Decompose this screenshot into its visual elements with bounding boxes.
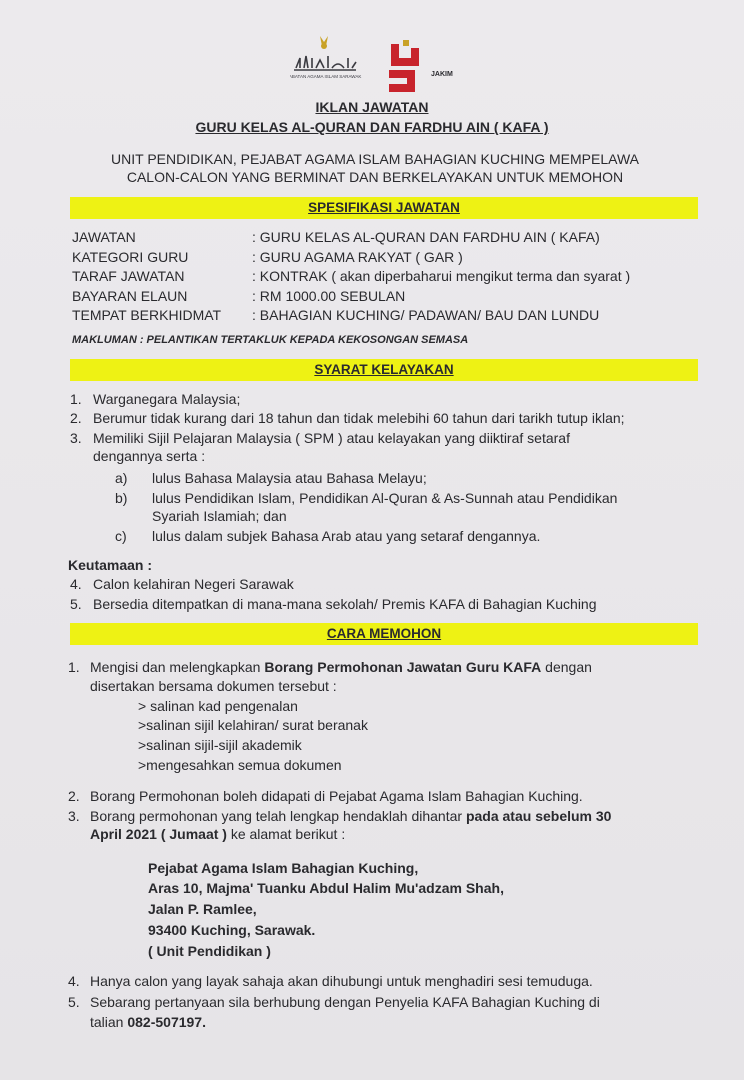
spec-row	[72, 227, 600, 247]
spec-label: TEMPAT BERKHIDMAT	[72, 307, 222, 323]
address-line: Aras 10, Majma' Tuanku Abdul Halim Mu'adzam Shah,	[148, 880, 504, 896]
jakim-logo-text: JAKIM	[431, 71, 453, 78]
deadline-highlight: pada atau sebelum 30	[465, 808, 612, 824]
syarat-text: Berumur tidak kurang dari 18 tahun dan tidak melebihi 60 tahun dari tarikh tutup iklan;	[93, 410, 625, 426]
cara-num: 1.	[68, 659, 80, 675]
spec-label: KATEGORI GURU	[72, 249, 189, 265]
keutamaan-num: 4.	[70, 576, 82, 592]
cara-item-2: Borang Permohonan boleh didapati di Pejabat Agama Islam Bahagian Kuching.	[90, 788, 583, 804]
phone-number: 082-507197.	[127, 1014, 206, 1030]
spec-row	[72, 305, 599, 325]
cara-num: 2.	[68, 788, 80, 804]
address-line: 93400 Kuching, Sarawak.	[148, 922, 316, 938]
cara-item-3-tail: ke alamat berikut :	[226, 826, 346, 842]
address-line: Pejabat Agama Islam Bahagian Kuching,	[148, 860, 419, 876]
cara-item-3	[90, 808, 611, 825]
doc-item: >salinan sijil-sijil akademik	[138, 737, 302, 753]
deadline-date: April 2021 ( Jumaat )	[90, 826, 227, 842]
cara-item-3-text: Borang permohonan yang telah lengkap hendaklah dihantar	[90, 808, 466, 824]
section-syarat	[70, 359, 698, 381]
doc-item: > salinan kad pengenalan	[138, 698, 298, 714]
spec-row	[72, 286, 405, 306]
intro-line: CALON-CALON YANG BERMINAT DAN BERKELAYAKAN UNTUK MEMOHON	[126, 169, 624, 185]
sub-text: lulus Bahasa Malaysia atau Bahasa Melayu;	[152, 470, 427, 486]
ad-subtitle: GURU KELAS AL-QURAN DAN FARDHU AIN ( KAFA )	[195, 119, 549, 135]
spec-label: JAWATAN	[72, 229, 136, 245]
keutamaan-label: Keutamaan :	[68, 557, 153, 573]
sub-text: lulus dalam subjek Bahasa Arab atau yang setaraf dengannya.	[152, 528, 541, 544]
syarat-text-cont: dengannya serta :	[93, 448, 206, 464]
keutamaan-text: Bersedia ditempatkan di mana-mana sekolah/ Premis KAFA di Bahagian Kuching	[93, 596, 597, 612]
spec-value: : GURU AGAMA RAKYAT ( GAR )	[252, 249, 463, 265]
section-title: SPESIFIKASI JAWATAN	[308, 200, 460, 215]
intro-line: UNIT PENDIDIKAN, PEJABAT AGAMA ISLAM BAHAGIAN KUCHING MEMPELAWA	[111, 151, 639, 167]
keutamaan-num: 5.	[70, 596, 82, 612]
section-title: CARA MEMOHON	[326, 626, 442, 641]
section-spesifikasi	[70, 197, 698, 219]
doc-item: >salinan sijil kelahiran/ surat beranak	[138, 717, 368, 733]
spec-value: : KONTRAK ( akan diperbaharui mengikut terma dan syarat )	[252, 268, 631, 284]
syarat-num: 1.	[70, 391, 82, 407]
cara-num: 3.	[68, 808, 80, 824]
syarat-text: Warganegara Malaysia;	[93, 391, 241, 407]
syarat-text: Memiliki Sijil Pelajaran Malaysia ( SPM ) atau kelayakan yang diiktiraf setaraf	[93, 430, 570, 446]
sub-text: lulus Pendidikan Islam, Pendidikan Al-Quran & As-Sunnah atau Pendidikan	[152, 490, 618, 506]
syarat-num: 3.	[70, 430, 82, 446]
doc-item: >mengesahkan semua dokumen	[138, 757, 342, 773]
jakim-logo	[385, 38, 455, 94]
sub-letter: a)	[115, 470, 128, 486]
syarat-num: 2.	[70, 410, 82, 426]
jais-logo-caption: JABATAN AGAMA ISLAM SARAWAK	[290, 74, 362, 79]
spec-row	[72, 266, 630, 286]
section-title: SYARAT KELAYAKAN	[314, 362, 454, 377]
ad-title: IKLAN JAWATAN	[315, 99, 429, 115]
cara-item-1	[90, 659, 592, 676]
spec-value: : BAHAGIAN KUCHING/ PADAWAN/ BAU DAN LUNDU	[252, 307, 600, 323]
spec-label: BAYARAN ELAUN	[72, 288, 188, 304]
spec-label: TARAF JAWATAN	[72, 268, 185, 284]
section-cara	[70, 623, 698, 645]
cara-num: 4.	[68, 973, 80, 989]
spec-value: : GURU KELAS AL-QURAN DAN FARDHU AIN ( KAFA)	[252, 229, 600, 245]
cara-item-4: Hanya calon yang layak sahaja akan dihubungi untuk menghadiri sesi temuduga.	[90, 973, 593, 989]
sub-text-cont: Syariah Islamiah; dan	[152, 508, 287, 524]
makluman-note: MAKLUMAN : PELANTIKAN TERTAKLUK KEPADA KEKOSONGAN SEMASA	[72, 334, 469, 346]
cara-item-5: Sebarang pertanyaan sila berhubung dengan Penyelia KAFA Bahagian Kuching di	[90, 994, 600, 1010]
sub-letter: c)	[115, 528, 127, 544]
cara-item-1-tail: dengan	[541, 659, 592, 675]
sub-letter: b)	[115, 490, 128, 506]
intro-text	[60, 150, 690, 186]
address-line: ( Unit Pendidikan )	[148, 943, 271, 959]
keutamaan-text: Calon kelahiran Negeri Sarawak	[93, 576, 294, 592]
cara-item-1-text: Mengisi dan melengkapkan	[90, 659, 265, 675]
borang-highlight: Borang Permohonan Jawatan Guru KAFA	[264, 659, 542, 675]
address-line: Jalan P. Ramlee,	[148, 901, 257, 917]
cara-num: 5.	[68, 994, 80, 1010]
cara-item-1-cont: disertakan bersama dokumen tersebut :	[90, 678, 337, 694]
cara-item-5-text: talian	[90, 1014, 128, 1030]
cara-item-3-cont	[90, 826, 345, 843]
spec-value: : RM 1000.00 SEBULAN	[252, 288, 406, 304]
spec-row	[72, 247, 463, 267]
cara-item-5-cont	[90, 1014, 206, 1031]
